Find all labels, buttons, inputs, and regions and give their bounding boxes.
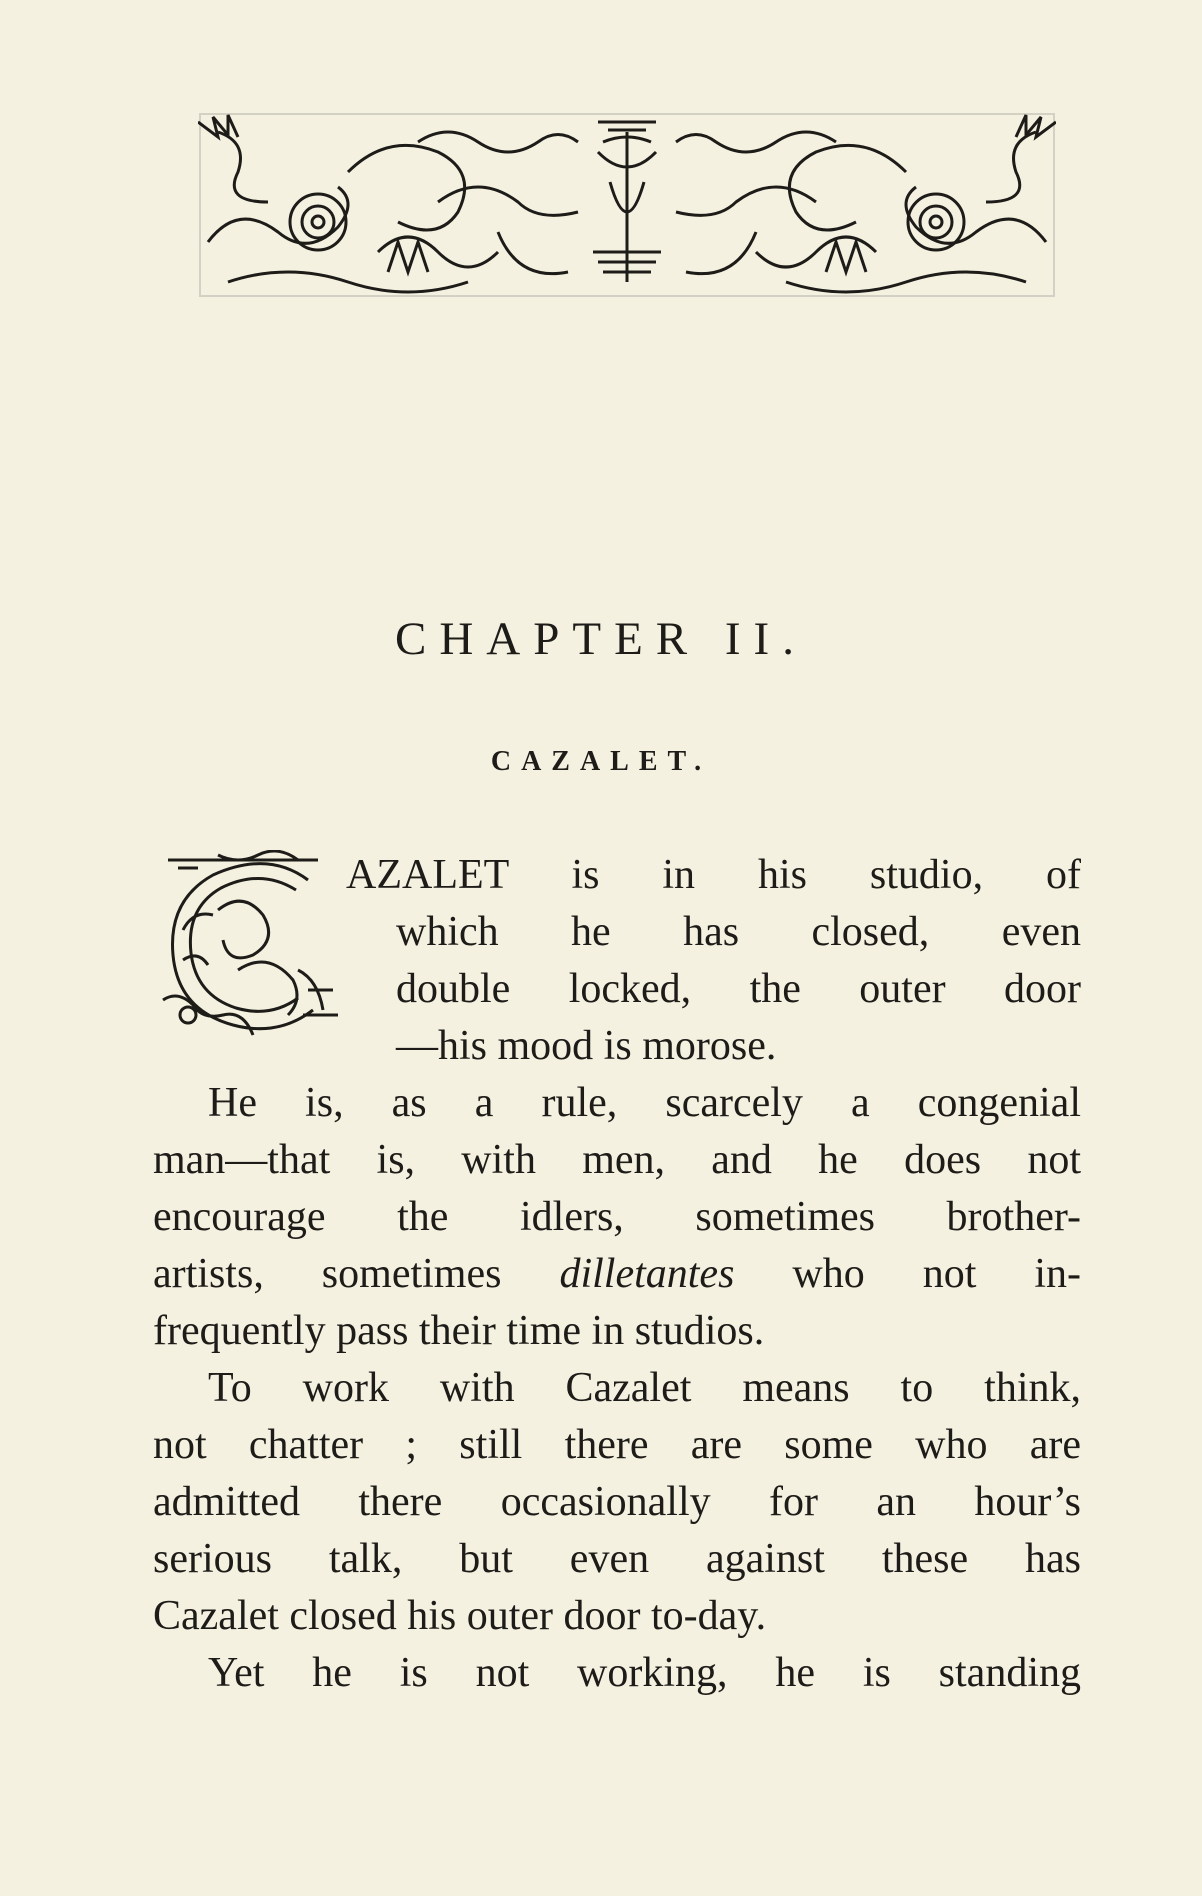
text-line: AZALET is in his studio, of [346, 852, 1081, 898]
text-line: double locked, the outer door [396, 966, 1081, 1012]
text-line-with-italic [153, 1246, 1081, 1303]
text-line: which he has closed, even [396, 909, 1081, 955]
chapter-title: CHAPTER II. [395, 613, 807, 665]
text-segment: artists, sometimes [153, 1251, 502, 1297]
text-line: encourage the idlers, sometimes brother- [153, 1194, 1081, 1240]
text-line: not chatter ; still there are some who are [153, 1422, 1081, 1468]
chapter-subtitle: CAZALET. [490, 746, 712, 777]
text-line: man—that is, with men, and he does not [153, 1137, 1081, 1183]
text-line: admitted there occasionally for an hour’s [153, 1479, 1081, 1525]
text-line: frequently pass their time in studios. [153, 1308, 765, 1354]
text-line: Cazalet closed his outer door to-day. [153, 1593, 767, 1639]
drop-cap-c [158, 850, 346, 1038]
text-line: Yet he is not working, he is standing [208, 1650, 1081, 1696]
text-segment: who not in- [792, 1251, 1082, 1297]
text-line: To work with Cazalet means to think, [208, 1365, 1081, 1411]
text-line: serious talk, but even against these has [153, 1536, 1081, 1582]
text-line: He is, as a rule, scarcely a congenial [208, 1080, 1081, 1126]
headpiece-ornament [198, 112, 1056, 298]
italic-word: dilletantes [559, 1251, 735, 1297]
text-line: —his mood is morose. [396, 1023, 777, 1069]
